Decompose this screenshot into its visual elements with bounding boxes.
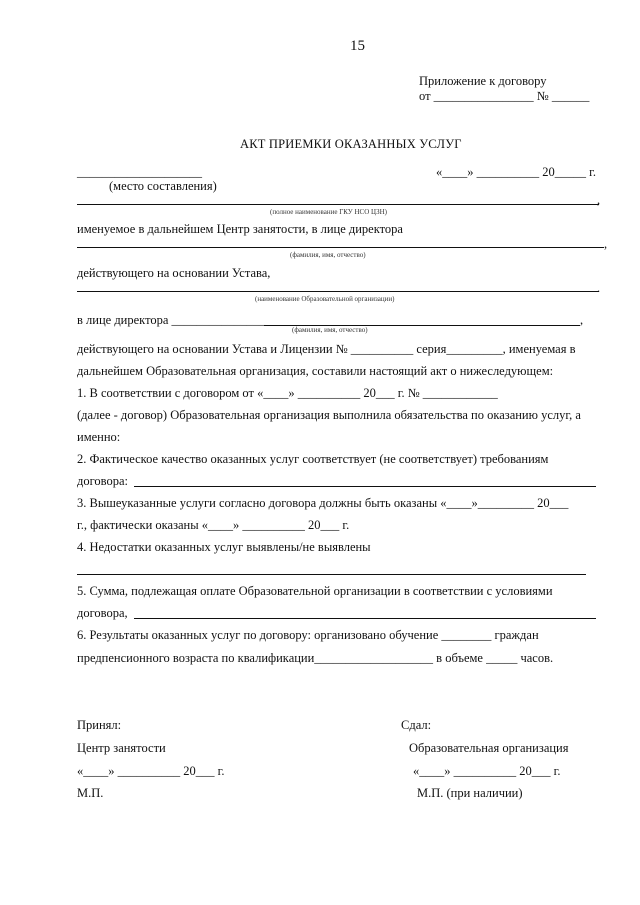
- org-director-fio-caption: (фамилия, имя, отчество): [292, 326, 368, 334]
- document-title: АКТ ПРИЕМКИ ОКАЗАННЫХ УСЛУГ: [240, 137, 462, 151]
- comma: ,: [604, 237, 608, 251]
- item-5-fill-line: [134, 618, 596, 619]
- appendix-line-1: Приложение к договору: [419, 74, 547, 88]
- item-2-line-a: 2. Фактическое качество оказанных услуг соответствует (не соответствует) требованиям: [77, 452, 549, 466]
- item-2-fill-line: [134, 486, 596, 487]
- org-name-caption: (наименование Образовательной организации): [255, 295, 395, 303]
- item-6-line-b: предпенсионного возраста по квалификации___________________ в объеме _____ часов.: [77, 651, 554, 665]
- org-name-line: [77, 291, 599, 292]
- director-fio-line: [77, 247, 604, 248]
- place-caption: (место составления): [109, 179, 217, 193]
- comma: ,: [597, 193, 601, 207]
- named-director-text: именуемое в дальнейшем Центр занятости, в лице директора: [77, 222, 403, 236]
- educational-org-label: Образовательная организация: [409, 741, 569, 755]
- acting-charter-text: действующего на основании Устава,: [77, 266, 271, 280]
- place-line: ____________________: [77, 165, 202, 179]
- item-5-line-a: 5. Сумма, подлежащая оплате Образовательной организации в соответствии с условиями: [77, 584, 553, 598]
- item-3-line-b: г., фактически оказаны «____» __________ 20___ г.: [77, 518, 350, 532]
- comma: ,: [580, 313, 584, 327]
- center-name-caption: (полное наименование ГКУ НСО ЦЗН): [270, 208, 387, 216]
- handed-date: «____» __________ 20___ г.: [413, 764, 561, 778]
- right-seal-label: М.П. (при наличии): [417, 786, 523, 800]
- handed-label: Сдал:: [401, 718, 432, 732]
- acting-license-text: действующего на основании Устава и Лицензии № __________ серия_________, именуемая в: [77, 342, 576, 356]
- accepted-date: «____» __________ 20___ г.: [77, 764, 225, 778]
- further-org-text: дальнейшем Образовательная организация, составили настоящий акт о нижеследующем:: [77, 364, 554, 378]
- director-fio-caption: (фамилия, имя, отчество): [290, 251, 366, 259]
- left-seal-label: М.П.: [77, 786, 104, 800]
- item-1-line-a: 1. В соответствии с договором от «____» __________ 20___ г. № ____________: [77, 386, 498, 400]
- item-3-line-a: 3. Вышеуказанные услуги согласно договора должны быть оказаны «____»_________ 20___: [77, 496, 569, 510]
- item-1-line-b: (далее - договор) Образовательная организация выполнила обязательства по оказанию услуг, а: [77, 408, 581, 422]
- item-5-line-b: договора,: [77, 606, 128, 620]
- period: .: [597, 281, 601, 295]
- item-4-text: 4. Недостатки оказанных услуг выявлены/не выявлены: [77, 540, 371, 554]
- act-date: «____» __________ 20_____ г.: [436, 165, 596, 179]
- accepted-label: Принял:: [77, 718, 122, 732]
- employment-center-label: Центр занятости: [77, 741, 166, 755]
- center-name-line: [77, 204, 599, 205]
- item-4-fill-line: [77, 574, 586, 575]
- item-2-line-b: договора:: [77, 474, 129, 488]
- appendix-line-2: от ________________ № ______: [419, 89, 590, 103]
- page-number: 15: [350, 38, 365, 54]
- item-1-line-c: именно:: [77, 430, 121, 444]
- item-6-line-a: 6. Результаты оказанных услуг по договору: организовано обучение ________ граждан: [77, 628, 539, 642]
- in-person-director-text: в лице директора _______________: [77, 313, 266, 327]
